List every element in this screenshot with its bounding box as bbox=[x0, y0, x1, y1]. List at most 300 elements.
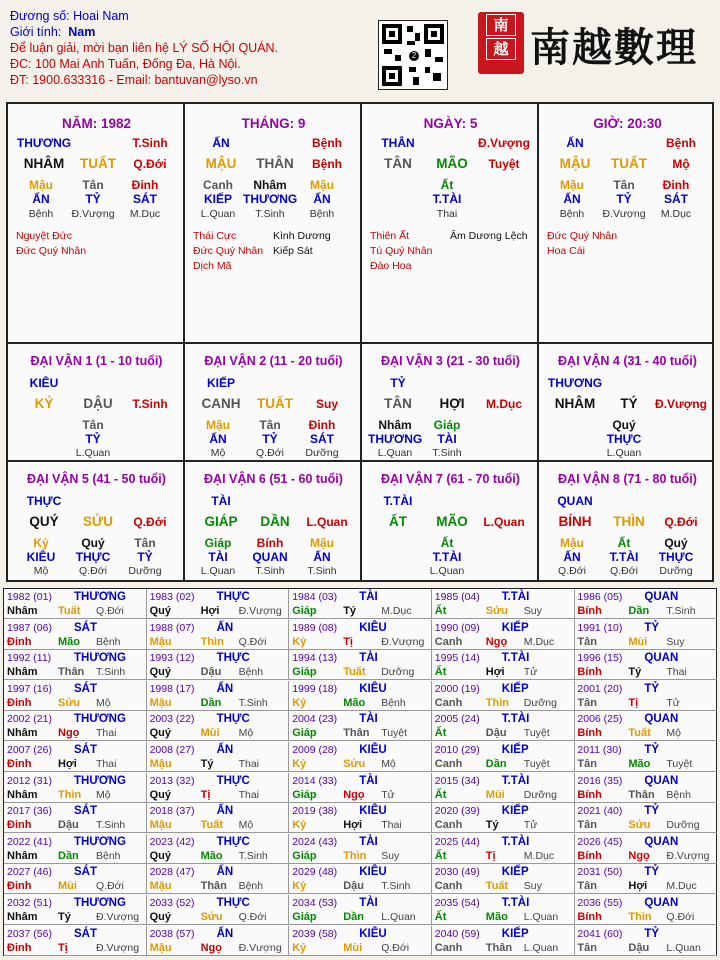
dai-van-can: NHÂM bbox=[554, 396, 596, 411]
hidden-star: ẤN bbox=[563, 192, 581, 206]
pillar-top-right: T.Sinh bbox=[132, 136, 168, 150]
year-phase: Suy bbox=[523, 880, 542, 893]
year-star: KIẾP bbox=[501, 805, 529, 818]
year-can: Quý bbox=[149, 788, 171, 801]
year-phase: M.Dục bbox=[523, 849, 555, 862]
year-can: Bính bbox=[577, 788, 602, 801]
hidden-star: TỶ bbox=[262, 432, 278, 446]
year-can: Đinh bbox=[7, 880, 32, 893]
year-phase: Q.Đới bbox=[96, 605, 124, 617]
year-can: Mậu bbox=[149, 880, 172, 893]
year-can: Kỷ bbox=[292, 819, 307, 832]
year-star: T.TÀI bbox=[501, 652, 530, 665]
year-cell bbox=[432, 711, 575, 741]
year-can: Kỷ bbox=[292, 941, 307, 954]
year-cell bbox=[574, 589, 717, 619]
year-can: Mậu bbox=[149, 758, 172, 770]
year-star: THƯƠNG bbox=[74, 774, 126, 787]
year-star: KIÊU bbox=[359, 744, 387, 756]
hidden-star: ẤN bbox=[563, 550, 581, 564]
pillar-chi: MÃO bbox=[436, 156, 468, 171]
year-label: 1994 (13) bbox=[292, 652, 338, 665]
year-can: Ất bbox=[434, 911, 447, 923]
year-label: 2021 (40) bbox=[577, 805, 623, 818]
hidden-phase: Dưỡng bbox=[659, 565, 693, 577]
hidden-phase: Bệnh bbox=[559, 208, 585, 220]
hidden-star: T.TÀI bbox=[609, 550, 639, 564]
year-chi: Hợi bbox=[200, 605, 220, 617]
hidden-star: THƯƠNG bbox=[368, 432, 423, 446]
year-star: THỰC bbox=[216, 713, 250, 726]
year-phase: Bệnh bbox=[381, 696, 406, 709]
year-phase: L.Quan bbox=[666, 941, 701, 954]
year-star: KIÊU bbox=[359, 866, 387, 879]
year-star: SÁT bbox=[74, 805, 97, 818]
year-star: T.TÀI bbox=[501, 835, 530, 848]
year-can: Canh bbox=[434, 635, 463, 648]
year-cell bbox=[289, 926, 432, 956]
year-can: Canh bbox=[434, 819, 463, 832]
year-phase: Bệnh bbox=[96, 635, 121, 648]
year-cell bbox=[574, 834, 717, 864]
hidden-star: THỰC bbox=[658, 550, 694, 564]
year-star: TỶ bbox=[644, 866, 660, 879]
year-chi: Ngọ bbox=[200, 941, 222, 954]
hidden-can: Tân bbox=[82, 418, 104, 432]
year-star: KIẾP bbox=[501, 866, 529, 879]
year-cell bbox=[574, 650, 717, 680]
year-chi: Mão bbox=[485, 911, 508, 923]
year-label: 2027 (46) bbox=[7, 866, 52, 879]
year-cell bbox=[574, 620, 717, 650]
year-cell bbox=[147, 742, 290, 772]
dai-van-chi: SỬU bbox=[83, 514, 113, 529]
year-cell bbox=[432, 620, 575, 650]
pillar-title: NGÀY: 5 bbox=[423, 116, 478, 131]
year-label: 1993 (12) bbox=[149, 652, 195, 665]
year-label: 1990 (09) bbox=[434, 621, 480, 634]
year-can: Đinh bbox=[7, 819, 32, 832]
header-info bbox=[10, 8, 370, 88]
pillar-note: Đức Quý Nhân bbox=[16, 245, 87, 257]
year-can: Nhâm bbox=[7, 911, 38, 923]
year-phase: Bệnh bbox=[666, 788, 691, 801]
year-can: Tân bbox=[577, 880, 597, 893]
hidden-star: KIẾP bbox=[203, 192, 232, 206]
hidden-phase: T.Sinh bbox=[432, 447, 462, 459]
dai-van-top-star: T.TÀI bbox=[383, 494, 413, 508]
year-cell bbox=[147, 650, 290, 680]
year-phase: Q.Đới bbox=[238, 911, 267, 923]
year-chi: Mùi bbox=[485, 788, 505, 801]
address-line: ĐC: 100 Mai Anh Tuấn, Đống Đa, Hà Nội. bbox=[10, 57, 241, 71]
year-cell bbox=[289, 589, 432, 619]
year-phase: Đ.Vượng bbox=[381, 635, 425, 648]
pillar-note-2: Kình Dương bbox=[273, 230, 331, 242]
year-star: KIẾP bbox=[501, 621, 529, 634]
year-can: Tân bbox=[577, 941, 597, 954]
year-can: Nhâm bbox=[7, 666, 38, 679]
year-label: 1986 (05) bbox=[577, 591, 623, 603]
pillar-2 bbox=[185, 104, 362, 342]
year-can: Tân bbox=[577, 696, 597, 709]
year-chi: Thân bbox=[628, 788, 655, 801]
dai-van-right: Đ.Vượng bbox=[655, 397, 707, 411]
year-star: TÀI bbox=[359, 774, 378, 787]
year-can: Canh bbox=[434, 941, 463, 954]
year-label: 2004 (23) bbox=[292, 713, 338, 726]
year-can: Mậu bbox=[149, 819, 172, 832]
year-can: Đinh bbox=[7, 941, 32, 954]
year-can: Mậu bbox=[149, 941, 172, 954]
year-label: 2006 (25) bbox=[577, 713, 623, 726]
qr-code-icon[interactable]: 2 bbox=[378, 20, 448, 90]
year-star: SÁT bbox=[74, 744, 97, 756]
hidden-star: TỶ bbox=[85, 192, 101, 206]
dai-van-right: Suy bbox=[315, 397, 338, 411]
year-phase: Suy bbox=[381, 849, 400, 862]
dai-van-title: ĐẠI VẬN 5 (41 - 50 tuổi) bbox=[27, 472, 166, 486]
year-phase: Q.Đới bbox=[96, 880, 124, 893]
year-chi: Tý bbox=[200, 758, 214, 770]
pillar-top-star: ẤN bbox=[212, 136, 230, 150]
year-can: Bính bbox=[577, 911, 602, 923]
year-can: Quý bbox=[149, 666, 171, 679]
year-can: Ất bbox=[434, 849, 447, 862]
year-label: 1999 (18) bbox=[292, 682, 338, 695]
hidden-star: SÁT bbox=[133, 192, 157, 206]
year-chi: Tị bbox=[485, 849, 496, 862]
hidden-can: Nhâm bbox=[378, 418, 412, 432]
year-cell bbox=[574, 803, 717, 833]
hidden-can: Mậu bbox=[310, 178, 334, 192]
year-star: TÀI bbox=[359, 713, 378, 726]
year-can: Giáp bbox=[292, 911, 317, 923]
hidden-phase: T.Sinh bbox=[255, 565, 285, 577]
year-label: 2038 (57) bbox=[149, 927, 195, 940]
dai-van-title: ĐẠI VẬN 1 (1 - 10 tuổi) bbox=[30, 354, 163, 368]
year-label: 2036 (55) bbox=[577, 897, 623, 909]
pillar-3 bbox=[362, 104, 539, 342]
year-cell bbox=[4, 834, 147, 864]
year-phase: Tuyệt bbox=[523, 727, 550, 740]
dai-van-7 bbox=[362, 462, 539, 578]
year-phase: Tử bbox=[523, 666, 538, 679]
year-cell bbox=[432, 864, 575, 894]
year-label: 2009 (28) bbox=[292, 744, 338, 756]
year-cell bbox=[432, 895, 575, 925]
year-can: Giáp bbox=[292, 788, 317, 801]
year-phase: T.Sinh bbox=[238, 849, 268, 862]
year-label: 2037 (56) bbox=[7, 927, 52, 940]
gender-label: Giới tính: bbox=[10, 25, 62, 39]
hidden-star: ẤN bbox=[313, 550, 331, 564]
pillar-can: NHÂM bbox=[23, 156, 65, 171]
hidden-can: Tân bbox=[613, 178, 635, 192]
year-star: TỶ bbox=[644, 927, 660, 940]
dai-van-1 bbox=[8, 344, 185, 460]
year-phase: Mộ bbox=[666, 727, 681, 740]
hidden-can: Mậu bbox=[310, 536, 334, 550]
year-chi: Tuất bbox=[485, 880, 509, 893]
year-chi: Sửu bbox=[200, 911, 223, 923]
year-phase: Tuyệt bbox=[666, 758, 693, 770]
year-star: KIÊU bbox=[359, 682, 387, 695]
dai-van-can: TÂN bbox=[384, 396, 412, 411]
hidden-star: QUAN bbox=[252, 550, 288, 564]
year-can: Canh bbox=[434, 880, 463, 893]
year-chi: Thân bbox=[343, 727, 370, 740]
phone-line: ĐT: 1900.633316 - Email: bantuvan@lyso.vn bbox=[10, 73, 258, 87]
year-chi: Ngọ bbox=[58, 727, 80, 740]
year-star: T.TÀI bbox=[501, 897, 530, 909]
hidden-phase: Q.Đới bbox=[558, 565, 586, 577]
hidden-phase: L.Quan bbox=[200, 565, 236, 577]
year-cell bbox=[289, 742, 432, 772]
year-star: ẤN bbox=[216, 744, 234, 756]
pillar-note-2: Âm Dương Lệch bbox=[450, 230, 528, 242]
year-can: Quý bbox=[149, 727, 171, 740]
year-cell bbox=[432, 589, 575, 619]
year-phase: Mộ bbox=[238, 819, 254, 832]
year-can: Canh bbox=[434, 696, 463, 709]
dai-van-title: ĐẠI VẬN 3 (21 - 30 tuổi) bbox=[381, 354, 520, 368]
hidden-star: T.TÀI bbox=[432, 550, 462, 564]
pillar-note-2: Kiếp Sát bbox=[273, 245, 313, 257]
pillar-chi-right: Tuyệt bbox=[488, 157, 520, 171]
dai-van-can: BÍNH bbox=[558, 514, 592, 529]
year-cell bbox=[574, 681, 717, 711]
year-label: 1995 (14) bbox=[434, 652, 480, 665]
dai-van-title: ĐẠI VẬN 6 (51 - 60 tuổi) bbox=[204, 472, 343, 486]
year-phase: Đ.Vượng bbox=[238, 605, 282, 617]
year-phase: M.Dục bbox=[523, 635, 555, 648]
year-can: Giáp bbox=[292, 727, 317, 740]
year-star: QUAN bbox=[644, 652, 679, 665]
pillar-1 bbox=[8, 104, 185, 342]
year-cell bbox=[147, 803, 290, 833]
year-can: Bính bbox=[577, 727, 602, 740]
year-chi: Tý bbox=[343, 605, 357, 617]
pillar-note: Thiên Ất bbox=[370, 230, 410, 242]
year-label: 2039 (58) bbox=[292, 927, 338, 940]
pillar-note: Đào Hoa bbox=[370, 260, 412, 272]
pillar-title: THÁNG: 9 bbox=[241, 116, 306, 131]
year-chi: Hợi bbox=[628, 880, 648, 893]
year-cell bbox=[4, 895, 147, 925]
year-star: SÁT bbox=[74, 682, 97, 695]
dai-van-top-star: KIẾP bbox=[206, 376, 235, 390]
pillar-can: MẬU bbox=[559, 156, 591, 171]
year-phase: Suy bbox=[523, 605, 542, 617]
year-phase: Đ.Vượng bbox=[96, 911, 140, 923]
year-star: THƯƠNG bbox=[74, 591, 126, 603]
dai-van-can: QUÝ bbox=[29, 514, 59, 529]
dai-van-can: ẤT bbox=[389, 514, 407, 529]
hidden-phase: Dưỡng bbox=[305, 447, 339, 459]
year-cell bbox=[147, 589, 290, 619]
year-label: 2023 (42) bbox=[149, 835, 195, 848]
year-chi: Mão bbox=[628, 758, 651, 770]
dai-van-chi: HỢI bbox=[439, 396, 465, 411]
year-chi: Sửu bbox=[343, 758, 366, 770]
hidden-can: Đinh bbox=[308, 418, 336, 432]
year-label: 2015 (34) bbox=[434, 774, 480, 787]
year-phase: Đ.Vượng bbox=[238, 941, 282, 954]
year-cell bbox=[574, 742, 717, 772]
hidden-can: Mậu bbox=[560, 178, 584, 192]
year-chi: Mão bbox=[58, 635, 80, 648]
year-label: 2028 (47) bbox=[149, 866, 195, 879]
hidden-star: KIÊU bbox=[26, 550, 56, 564]
year-phase: Tuyệt bbox=[523, 758, 550, 770]
year-label: 2002 (21) bbox=[7, 713, 52, 726]
red-seal-logo: 南 越 bbox=[478, 12, 524, 74]
pillar-top-star: ẤN bbox=[566, 136, 584, 150]
year-can: Nhâm bbox=[7, 849, 38, 862]
year-cell bbox=[289, 864, 432, 894]
year-label: 2013 (32) bbox=[149, 774, 195, 787]
year-can: Quý bbox=[149, 849, 171, 862]
year-cell bbox=[147, 681, 290, 711]
year-chi: Dậu bbox=[485, 727, 507, 740]
pillar-chi: TUẤT bbox=[80, 156, 116, 171]
name-label: Đương số: bbox=[10, 9, 70, 23]
year-cell bbox=[432, 742, 575, 772]
year-star: KIÊU bbox=[359, 805, 387, 818]
hidden-can: Giáp bbox=[204, 536, 232, 550]
pillar-note: Thái Cực bbox=[193, 230, 237, 242]
year-phase: Thai bbox=[238, 788, 260, 801]
year-star: T.TÀI bbox=[501, 713, 530, 726]
year-cell bbox=[432, 773, 575, 803]
pillar-chi: TUẤT bbox=[611, 156, 647, 171]
hidden-phase: L.Quan bbox=[75, 447, 111, 459]
year-cell bbox=[574, 864, 717, 894]
dai-van-right: L.Quan bbox=[306, 515, 348, 529]
year-phase: Bệnh bbox=[238, 880, 264, 893]
year-star: TÀI bbox=[359, 897, 378, 909]
year-star: QUAN bbox=[644, 835, 679, 848]
year-star: THƯƠNG bbox=[74, 835, 126, 848]
pillar-4 bbox=[539, 104, 716, 342]
hidden-star: SÁT bbox=[310, 432, 334, 446]
pillar-chi-right: Q.Đới bbox=[133, 157, 167, 171]
hidden-phase: L.Quan bbox=[200, 208, 236, 220]
hidden-can: Quý bbox=[612, 418, 636, 432]
dai-van-chi: TÝ bbox=[620, 396, 638, 411]
year-chi: Sửu bbox=[628, 819, 651, 832]
year-chi: Mão bbox=[200, 849, 223, 862]
year-phase: Tuyệt bbox=[381, 727, 408, 740]
pillar-title: GIỜ: 20:30 bbox=[593, 116, 662, 131]
year-phase: Mộ bbox=[381, 758, 396, 770]
year-chi: Ngọ bbox=[485, 635, 508, 648]
year-label: 1992 (11) bbox=[7, 652, 52, 665]
hidden-star: THỰC bbox=[606, 432, 642, 446]
year-phase: T.Sinh bbox=[96, 819, 126, 832]
year-chi: Thân bbox=[200, 880, 227, 893]
year-label: 2035 (54) bbox=[434, 897, 480, 909]
pillar-can: TÂN bbox=[384, 156, 412, 171]
year-phase: Suy bbox=[666, 635, 685, 648]
year-chi: Thìn bbox=[485, 696, 510, 709]
hidden-phase: M.Dục bbox=[660, 208, 692, 220]
name-value: Hoai Nam bbox=[73, 9, 129, 23]
year-can: Kỷ bbox=[292, 880, 307, 893]
year-can: Tân bbox=[577, 758, 597, 770]
year-cell bbox=[289, 803, 432, 833]
year-star: QUAN bbox=[644, 713, 679, 726]
hidden-phase: Thai bbox=[436, 208, 458, 220]
year-label: 2010 (29) bbox=[434, 744, 480, 756]
year-star: THỰC bbox=[216, 591, 250, 603]
hidden-phase: M.Dục bbox=[129, 208, 161, 220]
year-label: 2003 (22) bbox=[149, 713, 195, 726]
dai-van-8 bbox=[539, 462, 716, 578]
hidden-can: Tân bbox=[82, 178, 104, 192]
year-label: 1987 (06) bbox=[7, 621, 52, 634]
year-cell bbox=[574, 926, 717, 956]
pillar-top-right: Bệnh bbox=[312, 136, 342, 150]
hidden-can: Mậu bbox=[206, 418, 230, 432]
contact-line: Để luận giải, mời bạn liên hệ LÝ SỐ HỘI QUÁN. bbox=[10, 41, 279, 55]
year-label: 2014 (33) bbox=[292, 774, 338, 787]
year-chi: Mão bbox=[343, 696, 366, 709]
pillar-top-star: THÂN bbox=[381, 136, 415, 150]
pillar-note: Nguyệt Đức bbox=[16, 230, 73, 242]
year-chi: Tuất bbox=[628, 727, 651, 740]
year-chi: Tý bbox=[628, 666, 642, 679]
year-phase: T.Sinh bbox=[96, 666, 126, 679]
year-star: THỰC bbox=[216, 897, 250, 909]
year-can: Ất bbox=[434, 605, 447, 617]
brand-logo-text: 南越數理 bbox=[530, 24, 698, 71]
year-chi: Tị bbox=[200, 788, 211, 801]
hidden-star: TÀI bbox=[208, 550, 228, 564]
year-chi: Tuất bbox=[58, 605, 81, 617]
year-cell bbox=[4, 650, 147, 680]
dai-van-right: M.Dục bbox=[486, 397, 522, 411]
year-star: TỶ bbox=[644, 682, 660, 695]
year-star: KIẾP bbox=[501, 744, 529, 756]
year-can: Tân bbox=[577, 819, 597, 832]
year-phase: Q.Đới bbox=[381, 941, 410, 954]
pillar-top-right: Bệnh bbox=[666, 136, 696, 150]
year-chi: Thân bbox=[485, 941, 513, 954]
hidden-can: Đinh bbox=[131, 178, 159, 192]
year-can: Bính bbox=[577, 605, 602, 617]
year-cell bbox=[432, 834, 575, 864]
year-phase: Thai bbox=[381, 819, 402, 832]
dai-van-can: CANH bbox=[201, 396, 241, 411]
year-phase: Dưỡng bbox=[523, 696, 557, 709]
year-chi: Mùi bbox=[628, 635, 648, 648]
year-label: 2022 (41) bbox=[7, 835, 52, 848]
year-star: THỰC bbox=[216, 652, 250, 665]
gender-value: Nam bbox=[68, 25, 96, 39]
dai-van-top-star: TÀI bbox=[211, 494, 231, 508]
year-label: 2040 (59) bbox=[434, 927, 480, 940]
year-chi: Thìn bbox=[58, 788, 82, 801]
year-chi: Dậu bbox=[58, 819, 79, 832]
year-cell bbox=[289, 711, 432, 741]
year-cell bbox=[147, 864, 290, 894]
dai-van-top-star: KIÊU bbox=[29, 376, 59, 390]
year-chi: Tý bbox=[485, 819, 499, 832]
year-star: KIẾP bbox=[501, 927, 529, 940]
year-star: KIÊU bbox=[359, 621, 387, 634]
